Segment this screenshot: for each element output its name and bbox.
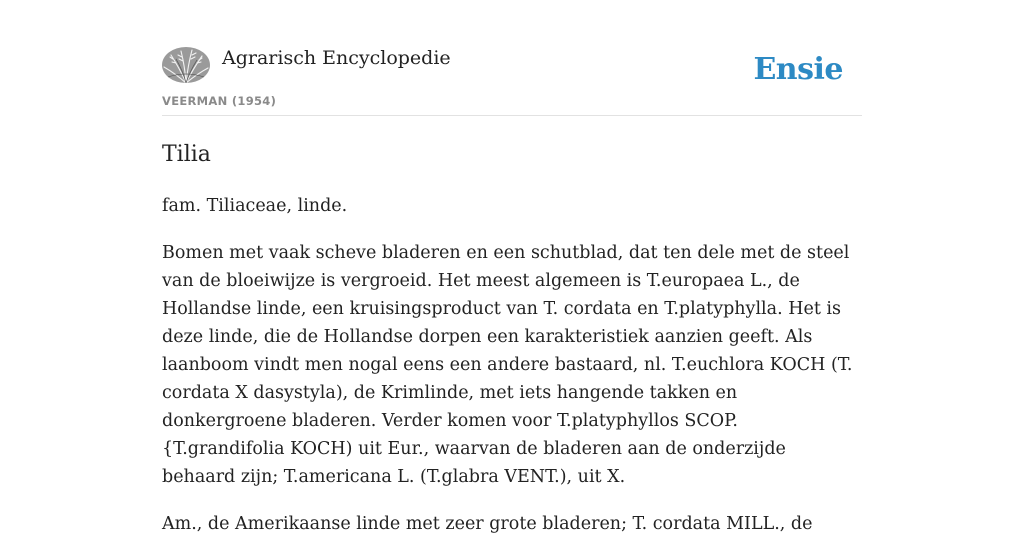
book-title[interactable]: Agrarisch Encyclopedie <box>222 47 451 69</box>
wheat-illustration-icon <box>162 47 210 83</box>
book-edition: VEERMAN (1954) <box>162 94 277 108</box>
entry-paragraph: fam. Tiliaceae, linde. <box>162 196 348 216</box>
entry-body <box>162 192 862 557</box>
entry-title: Tilia <box>162 142 211 167</box>
page <box>162 0 862 534</box>
ensie-logo[interactable]: Ensie <box>753 52 843 87</box>
entry-paragraph: Am., de Amerikaanse linde met zeer grote bladeren; T. cordata MILL., de <box>162 514 813 534</box>
book-header <box>162 0 862 116</box>
entry-paragraph: Bomen met vaak scheve bladeren en een schutblad, dat ten dele met de steel van de bloeiwijze is vergroeid. Het meest algemeen is T.europaea L., de Hollandse linde, een kruisingsproduct van T. cordata en T.platyphylla. Het is deze linde, die de Hollandse dorpen een karakteristiek aanzien geeft. Als laanboom vindt men nogal eens een andere bastaard, nl. T.euchlora KOCH (T. cordata X dasystyla), de Krimlinde, met iets hangende takken en donkergroene bladeren. Verder komen voor T.platyphyllos SCOP. {T.grandifolia KOCH) uit Eur., waarvan de bladeren aan de onderzijde behaard zijn; T.americana L. (T.glabra VENT.), uit X. <box>162 243 853 487</box>
